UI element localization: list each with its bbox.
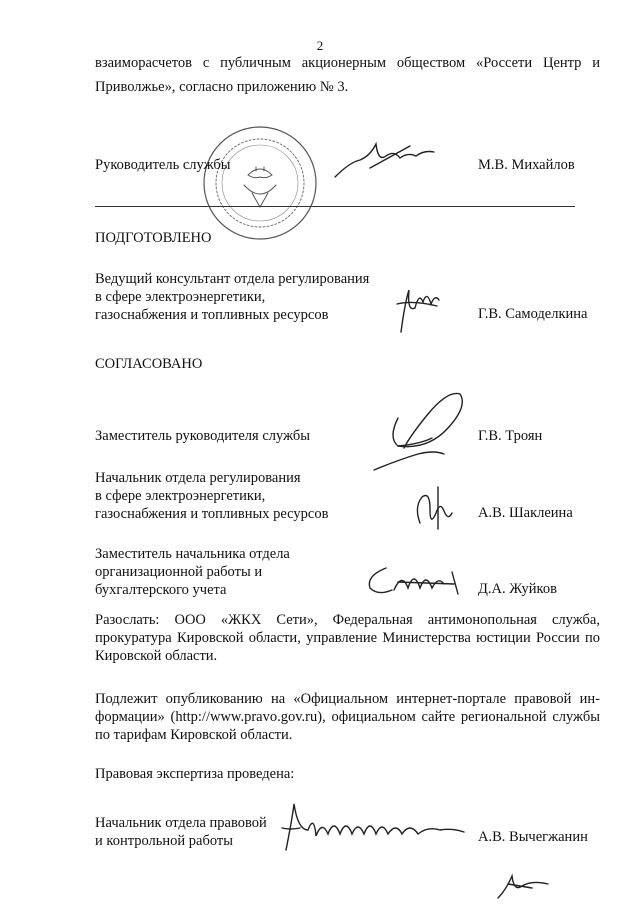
agreed-position-line: организационной работы и bbox=[95, 564, 263, 580]
agreed-position bbox=[95, 545, 290, 599]
agreed-position-line: газоснабжения и топливных ресурсов bbox=[95, 506, 329, 522]
prepared-position bbox=[95, 270, 369, 324]
head-name: М.В. Михайлов bbox=[478, 157, 575, 173]
divider-line bbox=[95, 206, 575, 207]
agreed-position-line: в сфере электроэнергетики, bbox=[95, 488, 266, 504]
agreed-position-line: Начальник отдела регулирования bbox=[95, 470, 301, 486]
agreed-signature-1 bbox=[368, 388, 478, 474]
initials-mark bbox=[492, 870, 552, 902]
prepared-name: Г.В. Самоделкина bbox=[478, 306, 588, 322]
agreed-heading: СОГЛАСОВАНО bbox=[95, 356, 203, 372]
agreed-position bbox=[95, 469, 328, 523]
agreed-position: Заместитель руководителя службы bbox=[95, 428, 311, 444]
prepared-heading: ПОДГОТОВЛЕНО bbox=[95, 230, 212, 246]
legal-position-line: Начальник отдела правовой bbox=[95, 815, 267, 831]
prepared-position-line: в сфере электроэнергетики, bbox=[95, 289, 266, 305]
prepared-signature bbox=[393, 282, 443, 337]
intro-line-1: взаиморасчетов с публичным акционерным обществом «Россети Центр и bbox=[95, 55, 600, 71]
head-title: Руководитель службы bbox=[95, 157, 231, 173]
page-number: 2 bbox=[316, 38, 324, 53]
distribution-line: прокуратура Кировской области, управление Министерства юстиции России по bbox=[95, 630, 600, 646]
publication-line: по тарифам Кировской области. bbox=[95, 727, 293, 743]
distribution-line: Разослать: ООО «ЖКХ Сети», Федеральная антимонопольная служба, bbox=[95, 612, 600, 628]
legal-position bbox=[95, 814, 267, 850]
agreed-position-line: Заместитель начальника отдела bbox=[95, 546, 290, 562]
prepared-position-line: Ведущий консультант отдела регулирования bbox=[95, 271, 370, 287]
publication-line: Подлежит опубликованию на «Официальном интернет-портале правовой ин- bbox=[95, 691, 600, 707]
agreed-name: А.В. Шаклеина bbox=[478, 505, 573, 521]
official-seal-stamp bbox=[200, 123, 320, 243]
intro-line-2: Приволжье», согласно приложению № 3. bbox=[95, 79, 349, 95]
agreed-position-line: бухгалтерского учета bbox=[95, 582, 227, 598]
agreed-signature-3 bbox=[358, 562, 468, 602]
legal-position-line: и контрольной работы bbox=[95, 833, 233, 849]
publication-line: формации» (http://www.pravo.gov.ru), официальном сайте региональной службы bbox=[95, 709, 600, 725]
distribution-paragraph bbox=[95, 611, 600, 665]
head-signature bbox=[330, 132, 440, 182]
agreed-name: Г.В. Троян bbox=[478, 428, 543, 444]
legal-name: А.В. Вычегжанин bbox=[478, 829, 588, 845]
agreed-signature-2 bbox=[408, 483, 458, 533]
prepared-position-line: газоснабжения и топливных ресурсов bbox=[95, 307, 329, 323]
legal-statement: Правовая экспертиза проведена: bbox=[95, 766, 295, 782]
legal-signature bbox=[278, 800, 468, 852]
agreed-name: Д.А. Жуйков bbox=[478, 581, 557, 597]
publication-paragraph bbox=[95, 690, 600, 744]
distribution-line: Кировской области. bbox=[95, 648, 218, 664]
